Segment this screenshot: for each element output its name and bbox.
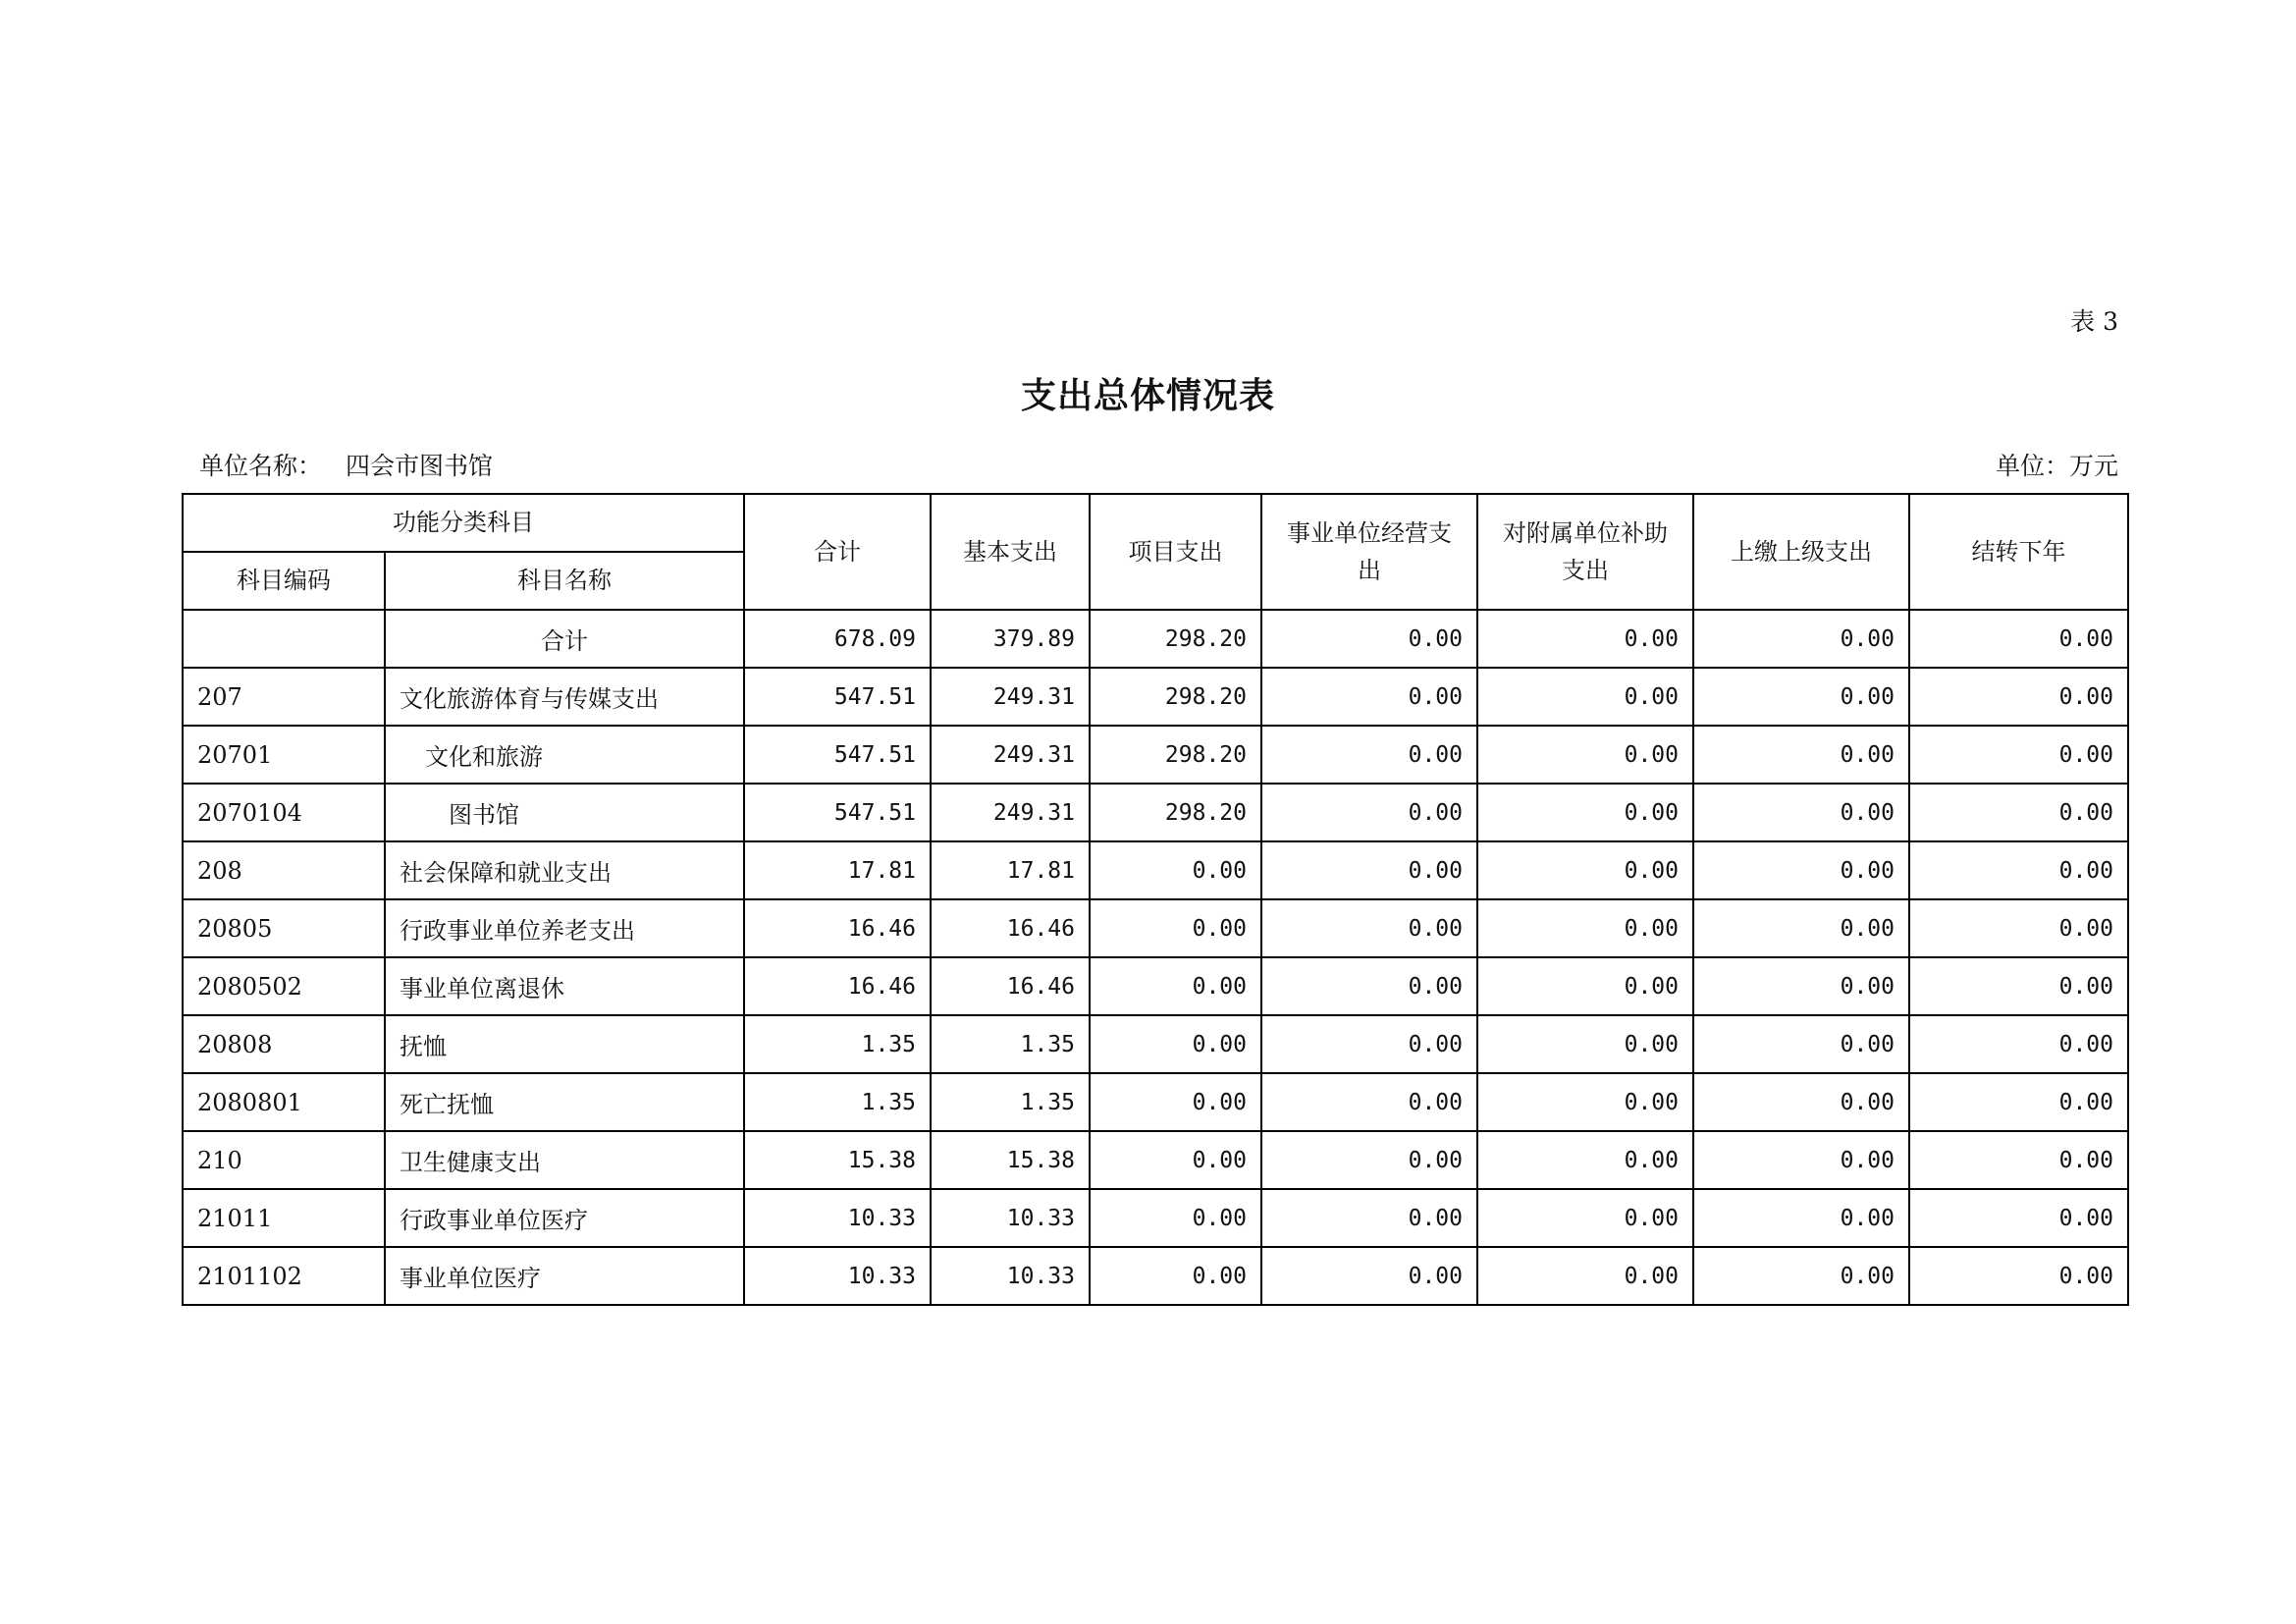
table-row: [183, 1131, 2128, 1189]
cell-subject-name: 事业单位医疗: [385, 1247, 744, 1305]
cell-total: 547.51: [744, 668, 931, 726]
cell-subject-code: 208: [183, 841, 385, 899]
cell-basic: 249.31: [931, 726, 1090, 784]
cell-remit: 0.00: [1693, 957, 1909, 1015]
cell-basic: 1.35: [931, 1073, 1090, 1131]
cell-subject-code: 2080502: [183, 957, 385, 1015]
header-subject-code: 科目编码: [183, 552, 385, 610]
cell-subject-name: 合计: [385, 610, 744, 668]
cell-carryover: 0.00: [1909, 899, 2128, 957]
header-subsidy-expense: 对附属单位补助支出: [1477, 494, 1693, 610]
cell-basic: 15.38: [931, 1131, 1090, 1189]
table-row: [183, 784, 2128, 841]
table-row: [183, 1247, 2128, 1305]
cell-business: 0.00: [1261, 1015, 1477, 1073]
cell-remit: 0.00: [1693, 1247, 1909, 1305]
cell-basic: 16.46: [931, 899, 1090, 957]
cell-subsidy: 0.00: [1477, 1189, 1693, 1247]
cell-remit: 0.00: [1693, 784, 1909, 841]
cell-subject-code: 20808: [183, 1015, 385, 1073]
cell-remit: 0.00: [1693, 1131, 1909, 1189]
table-row: [183, 610, 2128, 668]
cell-subsidy: 0.00: [1477, 1073, 1693, 1131]
cell-basic: 249.31: [931, 784, 1090, 841]
cell-business: 0.00: [1261, 1189, 1477, 1247]
cell-project: 0.00: [1090, 899, 1261, 957]
cell-subsidy: 0.00: [1477, 1247, 1693, 1305]
table-row: [183, 726, 2128, 784]
cell-business: 0.00: [1261, 726, 1477, 784]
table-body: [183, 610, 2128, 1305]
cell-total: 10.33: [744, 1247, 931, 1305]
cell-subsidy: 0.00: [1477, 957, 1693, 1015]
cell-subject-name: 事业单位离退休: [385, 957, 744, 1015]
cell-remit: 0.00: [1693, 668, 1909, 726]
cell-subject-code: 2070104: [183, 784, 385, 841]
cell-subsidy: 0.00: [1477, 841, 1693, 899]
cell-total: 16.46: [744, 957, 931, 1015]
cell-total: 547.51: [744, 784, 931, 841]
cell-subject-code: 21011: [183, 1189, 385, 1247]
cell-carryover: 0.00: [1909, 1189, 2128, 1247]
cell-subject-name: 文化旅游体育与传媒支出: [385, 668, 744, 726]
cell-subject-name: 文化和旅游: [385, 726, 744, 784]
cell-project: 0.00: [1090, 957, 1261, 1015]
cell-carryover: 0.00: [1909, 1015, 2128, 1073]
page-title: 支出总体情况表: [1020, 375, 1275, 416]
cell-carryover: 0.00: [1909, 726, 2128, 784]
cell-carryover: 0.00: [1909, 610, 2128, 668]
cell-subsidy: 0.00: [1477, 899, 1693, 957]
cell-carryover: 0.00: [1909, 841, 2128, 899]
cell-subject-code: 20701: [183, 726, 385, 784]
cell-subject-name: 行政事业单位养老支出: [385, 899, 744, 957]
cell-subject-code: 2080801: [183, 1073, 385, 1131]
unit-name-label: 单位名称：: [199, 452, 323, 480]
cell-remit: 0.00: [1693, 1073, 1909, 1131]
cell-subsidy: 0.00: [1477, 610, 1693, 668]
cell-business: 0.00: [1261, 957, 1477, 1015]
cell-carryover: 0.00: [1909, 1247, 2128, 1305]
cell-basic: 10.33: [931, 1247, 1090, 1305]
cell-business: 0.00: [1261, 1073, 1477, 1131]
cell-total: 10.33: [744, 1189, 931, 1247]
cell-total: 15.38: [744, 1131, 931, 1189]
cell-business: 0.00: [1261, 899, 1477, 957]
cell-subsidy: 0.00: [1477, 726, 1693, 784]
table-row: [183, 1073, 2128, 1131]
table-row: [183, 668, 2128, 726]
cell-business: 0.00: [1261, 610, 1477, 668]
cell-project: 0.00: [1090, 1189, 1261, 1247]
cell-remit: 0.00: [1693, 610, 1909, 668]
cell-subsidy: 0.00: [1477, 668, 1693, 726]
cell-total: 17.81: [744, 841, 931, 899]
header-total: 合计: [744, 494, 931, 610]
cell-subject-code: 2101102: [183, 1247, 385, 1305]
cell-subject-name: 图书馆: [385, 784, 744, 841]
table-row: [183, 1189, 2128, 1247]
cell-basic: 379.89: [931, 610, 1090, 668]
cell-subject-name: 卫生健康支出: [385, 1131, 744, 1189]
cell-subject-code: 207: [183, 668, 385, 726]
cell-basic: 1.35: [931, 1015, 1090, 1073]
cell-project: 298.20: [1090, 726, 1261, 784]
cell-project: 0.00: [1090, 1015, 1261, 1073]
table-row: [183, 899, 2128, 957]
unit-name-line: [199, 447, 493, 482]
table-number: 表 3: [2070, 307, 2118, 336]
cell-project: 298.20: [1090, 668, 1261, 726]
cell-subject-name: 行政事业单位医疗: [385, 1189, 744, 1247]
cell-total: 1.35: [744, 1073, 931, 1131]
cell-remit: 0.00: [1693, 1189, 1909, 1247]
unit-measure: 单位：万元: [1995, 452, 2118, 480]
cell-carryover: 0.00: [1909, 957, 2128, 1015]
cell-basic: 16.46: [931, 957, 1090, 1015]
cell-business: 0.00: [1261, 1247, 1477, 1305]
cell-carryover: 0.00: [1909, 1073, 2128, 1131]
cell-subject-code: 20805: [183, 899, 385, 957]
cell-carryover: 0.00: [1909, 668, 2128, 726]
cell-remit: 0.00: [1693, 726, 1909, 784]
cell-subsidy: 0.00: [1477, 1131, 1693, 1189]
header-subject-name: 科目名称: [385, 552, 744, 610]
expense-table: [182, 493, 2129, 1306]
cell-total: 547.51: [744, 726, 931, 784]
cell-business: 0.00: [1261, 841, 1477, 899]
cell-total: 1.35: [744, 1015, 931, 1073]
cell-total: 16.46: [744, 899, 931, 957]
cell-subject-code: 210: [183, 1131, 385, 1189]
cell-project: 298.20: [1090, 784, 1261, 841]
cell-subject-name: 社会保障和就业支出: [385, 841, 744, 899]
header-carryover: 结转下年: [1909, 494, 2128, 610]
table-row: [183, 1015, 2128, 1073]
cell-project: 0.00: [1090, 841, 1261, 899]
cell-project: 0.00: [1090, 1131, 1261, 1189]
cell-business: 0.00: [1261, 1131, 1477, 1189]
cell-subsidy: 0.00: [1477, 1015, 1693, 1073]
cell-subject-code: [183, 610, 385, 668]
header-basic-expense: 基本支出: [931, 494, 1090, 610]
cell-remit: 0.00: [1693, 899, 1909, 957]
header-project-expense: 项目支出: [1090, 494, 1261, 610]
cell-project: 0.00: [1090, 1073, 1261, 1131]
cell-basic: 10.33: [931, 1189, 1090, 1247]
header-business-expense: 事业单位经营支出: [1261, 494, 1477, 610]
table-row: [183, 957, 2128, 1015]
cell-carryover: 0.00: [1909, 784, 2128, 841]
cell-remit: 0.00: [1693, 841, 1909, 899]
cell-total: 678.09: [744, 610, 931, 668]
header-function-category: 功能分类科目: [183, 494, 744, 552]
cell-business: 0.00: [1261, 668, 1477, 726]
cell-subsidy: 0.00: [1477, 784, 1693, 841]
cell-remit: 0.00: [1693, 1015, 1909, 1073]
cell-carryover: 0.00: [1909, 1131, 2128, 1189]
unit-name-value: 四会市图书馆: [346, 452, 494, 480]
cell-basic: 249.31: [931, 668, 1090, 726]
table-row: [183, 841, 2128, 899]
cell-business: 0.00: [1261, 784, 1477, 841]
header-remit-expense: 上缴上级支出: [1693, 494, 1909, 610]
cell-project: 298.20: [1090, 610, 1261, 668]
cell-basic: 17.81: [931, 841, 1090, 899]
cell-project: 0.00: [1090, 1247, 1261, 1305]
cell-subject-name: 死亡抚恤: [385, 1073, 744, 1131]
cell-subject-name: 抚恤: [385, 1015, 744, 1073]
